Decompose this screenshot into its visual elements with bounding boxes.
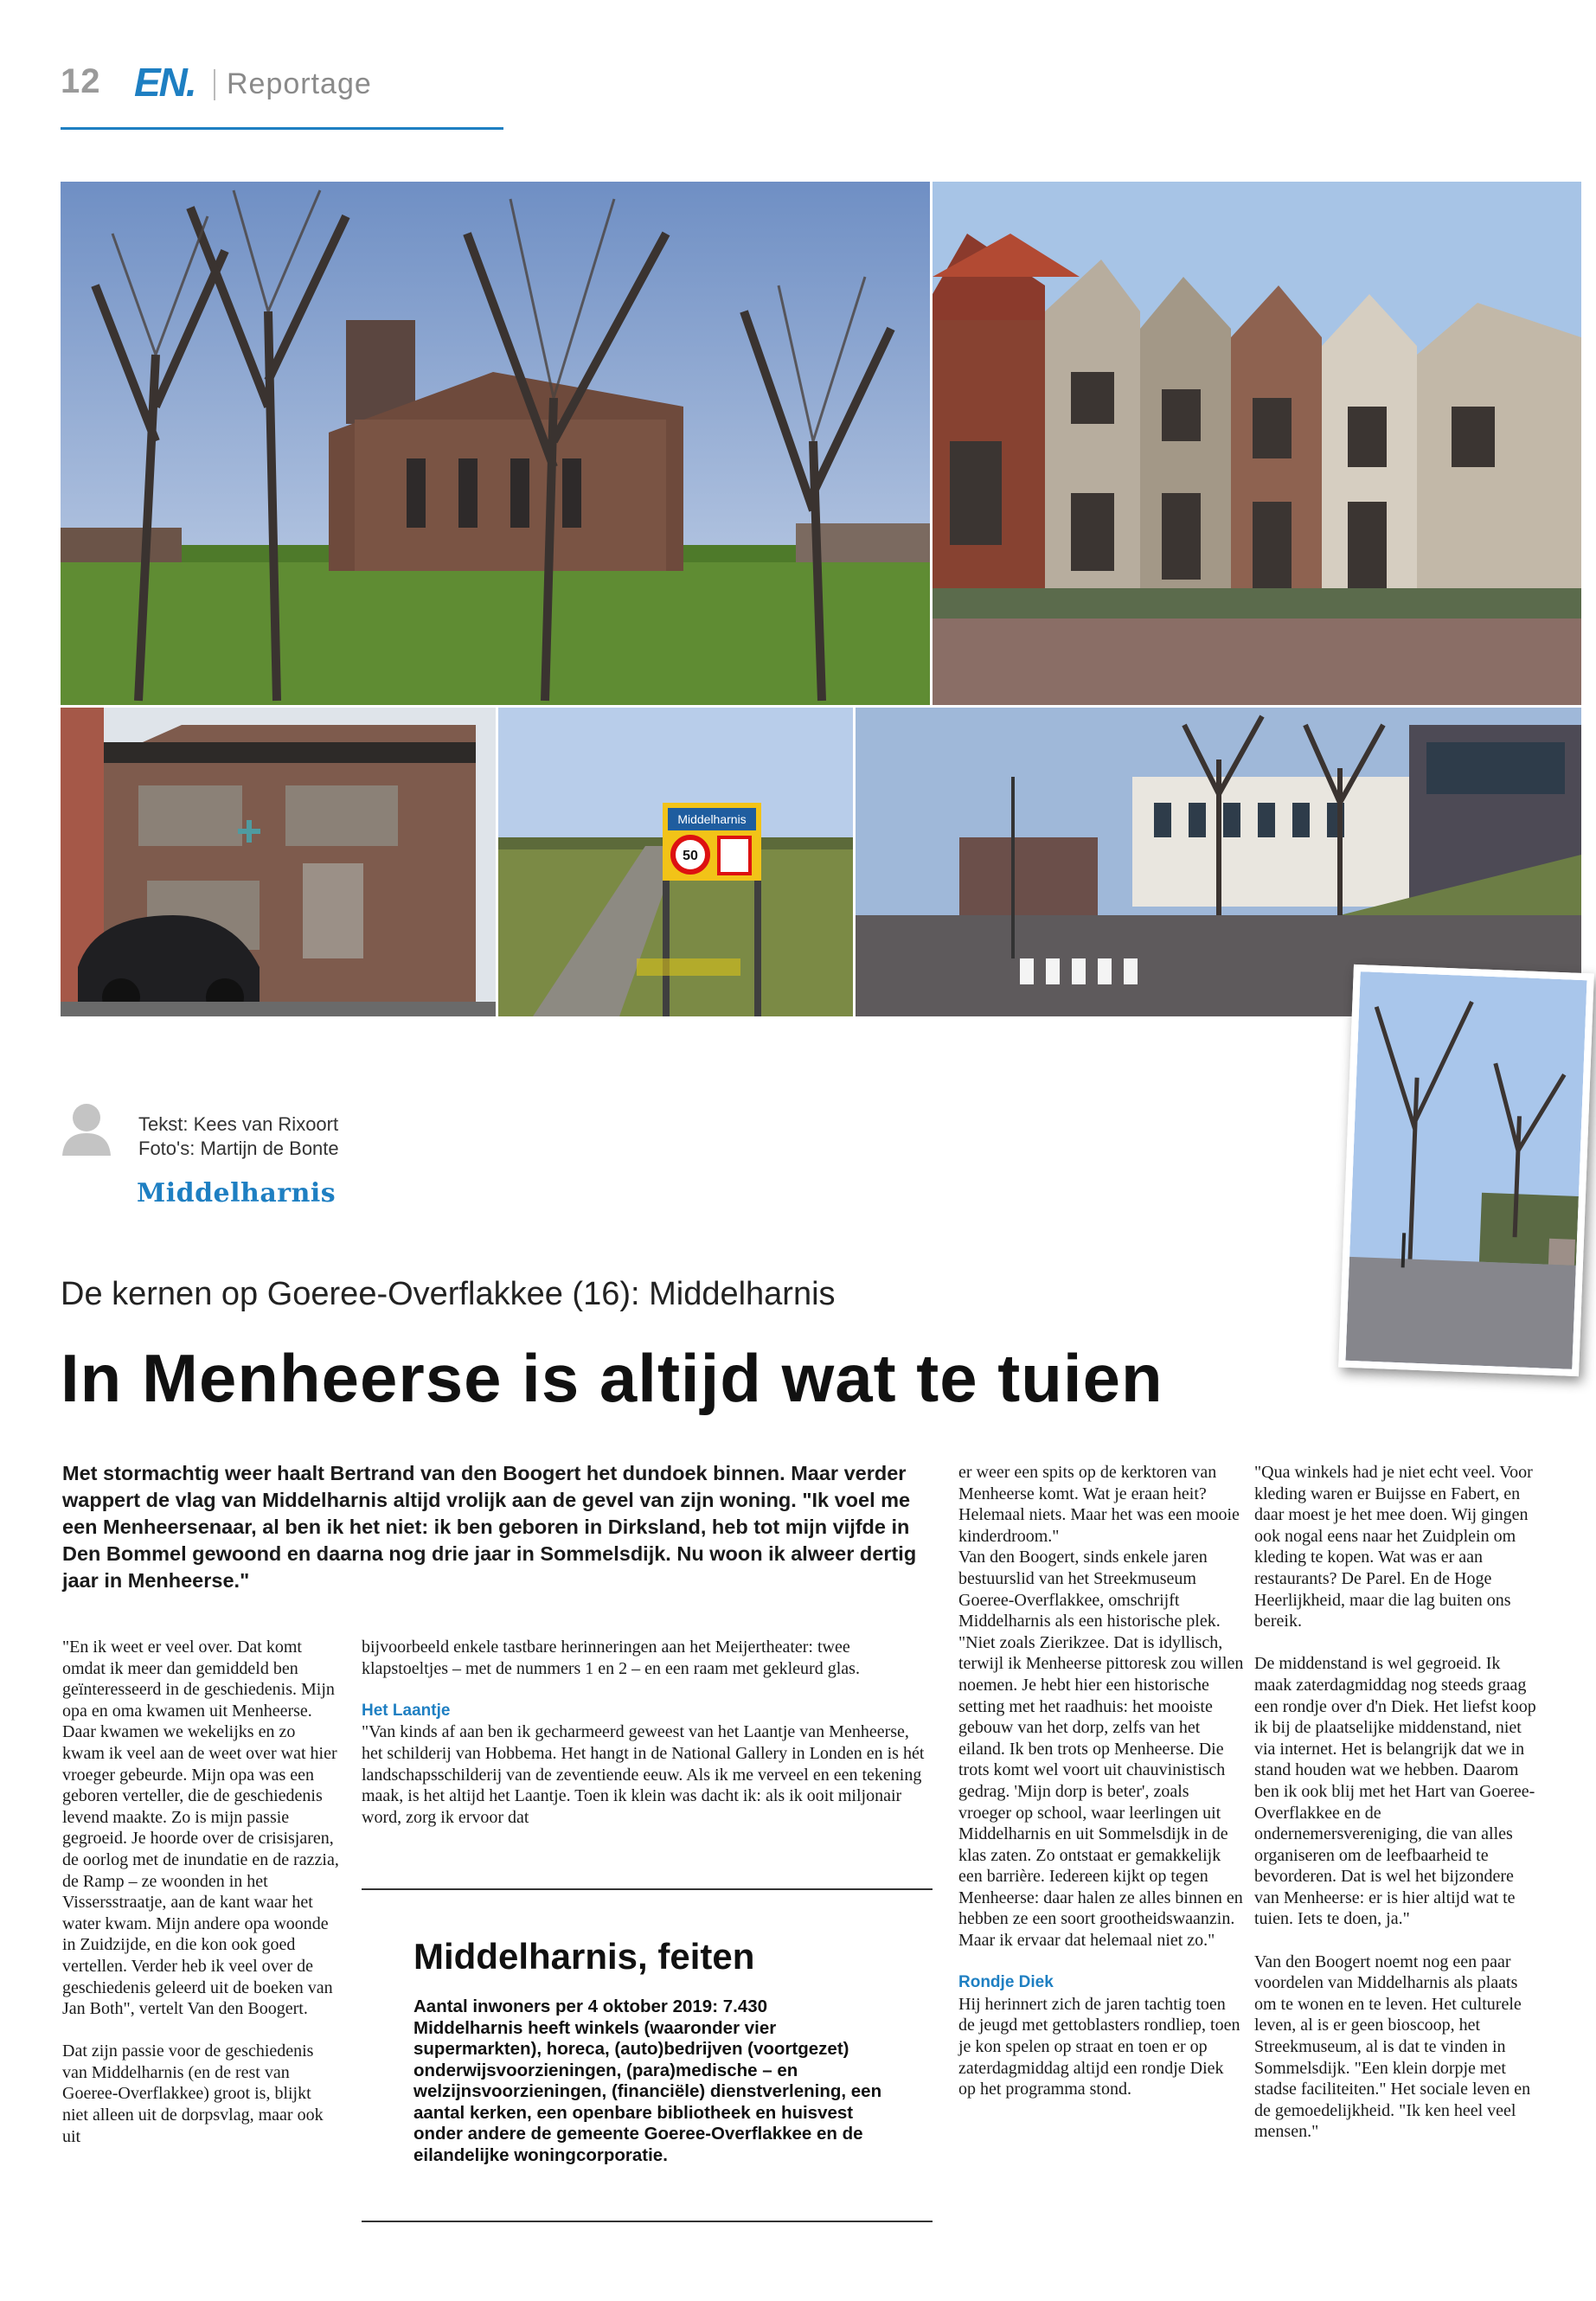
facts-population: Aantal inwoners per 4 oktober 2019: 7.430: [413, 1997, 768, 2016]
photo-village-square: [1338, 965, 1594, 1376]
page-number: 12: [61, 62, 101, 100]
location-label: Middelharnis: [137, 1178, 337, 1208]
subheading-laantje: Het Laantje: [362, 1701, 451, 1720]
article-intro: [62, 1460, 936, 1594]
facts-top-rule: [362, 1888, 933, 1890]
article-kicker: De kernen op Goeree-Overflakkee (16): Middelharnis: [61, 1276, 836, 1312]
paragraph: "Qua winkels had je niet echt veel. Voor kleding waren er Buijsse en Fabert, en daar moest je het mee doen. Wij gingen ook nogal eens naar het Zuidplein om kleding te kopen. Wat was er aan restaurants? De Parel. En de Hoge Heerlijkheid, maar die lag buiten ons bereik.: [1254, 1463, 1533, 1631]
sign-town-name: Middelharnis: [677, 812, 747, 826]
credit-author: Tekst: Kees van Rixoort: [138, 1113, 339, 1135]
header-separator: [214, 69, 215, 100]
facts-body: [413, 1997, 898, 2166]
facts-title: Middelharnis, feiten: [413, 1936, 755, 1977]
article-headline: In Menheerse is altijd wat te tuien: [61, 1340, 1163, 1416]
header-rule: [61, 127, 503, 130]
subheading-rondje-diek: Rondje Diek: [958, 1973, 1054, 1992]
paragraph: "Van kinds af aan ben ik gecharmeerd geweest van het Laantje van Menheerse, het schilderij van Hobbema. Het hangt in de National Gallery in Londen en is hét landschapsschilderij van de zeventiende eeuw. Als ik me verveel en een tekening maak, is het altijd het Laantje. Toen ik klein was dacht ik: als ik ooit miljonair word, zorg ik ervoor dat: [362, 1722, 925, 1827]
paragraph: Hij herinnert zich de jaren tachtig toen de jeugd met gettoblasters rondliep, toen je kon spelen op straat en toen er op zaterdagmiddag altijd een rondje Diek op het programma stond.: [958, 1994, 1240, 2099]
paragraph: Van den Boogert noemt nog een paar voordelen van Middelharnis als plaats om te wonen en te leven. Het culturele leven, al is er geen bioscoop, het Streekmuseum, al is dat te vinden in Sommelsdijk. "Een klein dorpje met stadse faciliteiten." Het sociale leven en de gemoedelijkheid. "Ik ken heel veel mensen.": [1254, 1952, 1531, 2142]
photo-houses: [933, 182, 1581, 705]
paragraph: bijvoorbeeld enkele tastbare herinneringen aan het Meijertheater: twee klapstoeltjes – met de nummers 1 en 2 – en een raam met gekleurd glas.: [362, 1638, 860, 1678]
credit-photos: Foto's: Martijn de Bonte: [138, 1138, 339, 1159]
photo-abandoned-building: [61, 708, 496, 1016]
facts-description: Middelharnis heeft winkels (waaronder vier supermarkten), horeca, (auto)bedrijven (voortgezet) onderwijsvoorzieningen, (para)medische – en welzijnsvoorzieningen, (financiële) dienstverlening, een aantal kerken, een openbare bibliotheek en huisvest onder andere de gemeente Goeree-Overflakkee en de eilandelijke woningcorporatie.: [413, 2017, 882, 2165]
photo-church: [61, 182, 930, 705]
photo-town-sign: [498, 708, 853, 1016]
magazine-logo: EN.: [134, 60, 195, 105]
author-avatar-icon: [61, 1100, 112, 1156]
column-1: [62, 1637, 339, 2169]
paragraph: De middenstand is wel gegroeid. Ik maak zaterdagmiddag nog steeds graag een rondje over d'n Diek. Het liefst koop ik bij de plaatselijke middenstand, niet via internet. Het is belangrijk dat we in stand houden wat we hebben. Daarom ben ik ook blij met het Hart van Goeree-Overflakkee en de ondernemersvereniging, die van alles organiseren om de leefbaarheid te bevorderen. Dat is wel het bijzondere van Menheerse: er is hier altijd wat te tuien. Iets te doen, ja.": [1254, 1654, 1536, 1929]
paragraph: Dat zijn passie voor de geschiedenis van Middelharnis (en de rest van Goeree-Overflakkee) groot is, blijkt niet alleen uit de dorpsvlag, maar ook uit: [62, 2041, 324, 2146]
column-3: [958, 1462, 1244, 2121]
section-label: Reportage: [227, 67, 372, 100]
paragraph: Van den Boogert, sinds enkele jaren bestuurslid van het Streekmuseum Goeree-Overflakkee, omschrijft Middelharnis als een historische plek. "Niet zoals Zierikzee. Dat is idyllisch, terwijl ik Menheerse pittoresk zou willen noemen. Je hebt hier een historische setting met het raadhuis: het mooiste gebouw van het dorp, zelfs van het eiland. Ik ben trots op Menheerse. Die trots komt wel voort uit chauvinistisch gedrag. 'Mijn dorp is beter', zoals vroeger op school, waar leerlingen uit Middelharnis en uit Sommelsdijk in de klas zaten. Zo ontstaat er gemakkelijk een barrière. Iedereen kijkt op tegen Menheerse: daar halen ze alles binnen en hebben ze een soort grootheidswaanzin. Maar ik ervaar dat helemaal niet zo.": [958, 1548, 1244, 1951]
paragraph: er weer een spits op de kerktoren van Menheerse komt. Wat je eraan heit? Helemaal niets. Maar het was een mooie kinderdroom.": [958, 1463, 1240, 1546]
paragraph: "En ik weet er veel over. Dat komt omdat ik meer dan gemiddeld ben geïnteresseerd in de geschiedenis. Mijn opa en oma kwamen uit Menheerse. Daar kwamen we wekelijks en zo kwam ik veel aan de weet over wat hier vroeger gebeurde. Mijn opa was een geboren verteller, die de geschiedenis levend maakte. Zo is mijn passie gegroeid. Je hoorde over de crisisjaren, de oorlog met de inundatie en de razzia, de Ramp – ze woonden in het Vissersstraatje, aan de kant waar het water kwam. Mijn andere opa woonde in Zuidzijde, en die kon ook goed vertellen. Verder heb ik veel over de geschiedenis geleerd uit de boeken van Jan Both", vertelt Van den Boogert.: [62, 1638, 339, 2019]
intro-paragraph: Met stormachtig weer haalt Bertrand van den Boogert het dundoek binnen. Maar verder wappert de vlag van Middelharnis altijd vrolijk aan de gevel van zijn woning. "Ik voel me een Menheersenaar, al ben ik het niet: ik ben geboren in Dirksland, heb tot mijn vijfde in Den Bommel gewoond en daarna nog drie jaar in Sommelsdijk. Nu woon ik alweer dertig jaar in Menheerse.": [62, 1462, 917, 1592]
sign-speed-limit: 50: [683, 849, 698, 863]
column-2: [362, 1637, 933, 1849]
credits: [138, 1112, 339, 1161]
column-4: [1254, 1462, 1540, 2164]
facts-bottom-rule: [362, 2221, 933, 2222]
